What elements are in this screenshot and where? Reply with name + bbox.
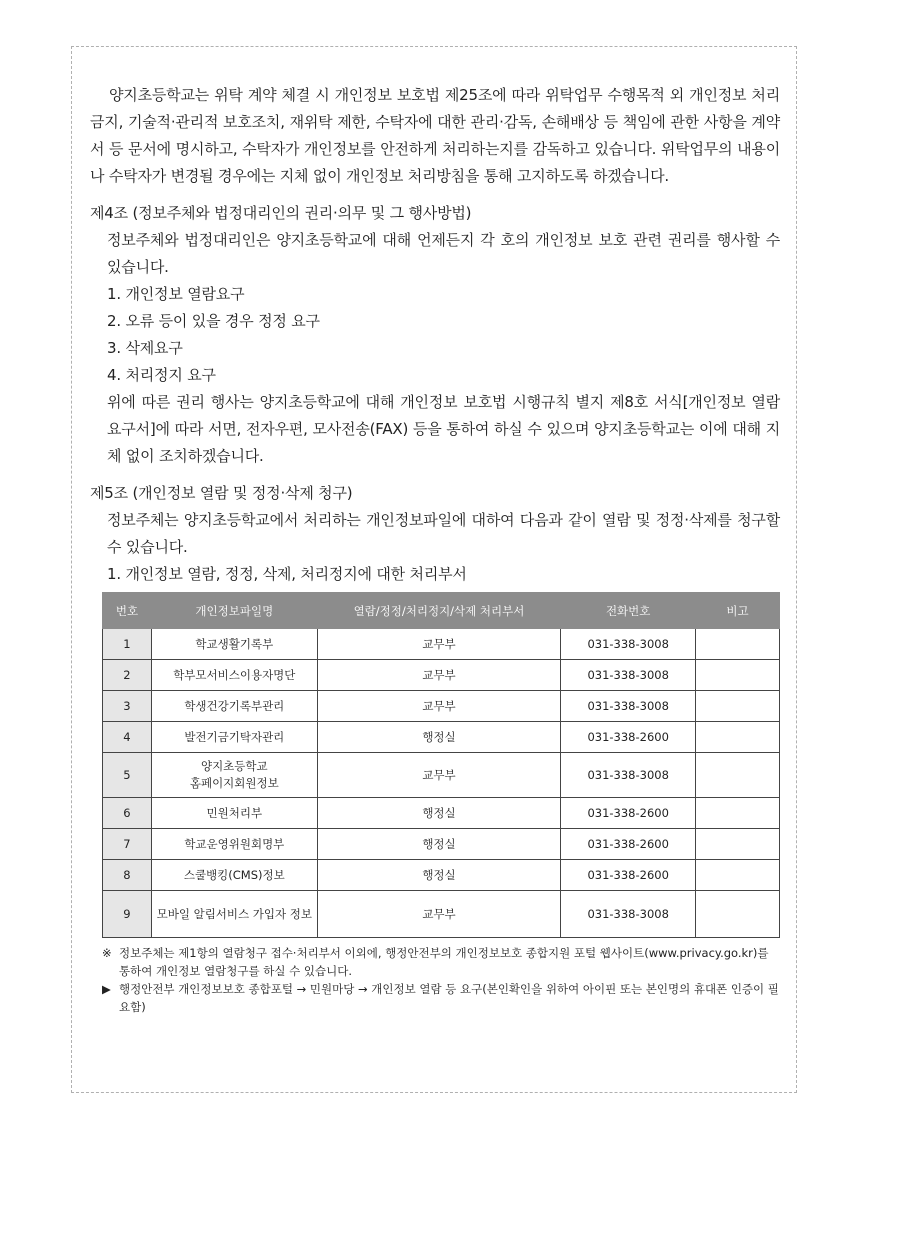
table-row bbox=[103, 829, 780, 860]
header-number: 번호 bbox=[103, 593, 152, 629]
article-4 bbox=[90, 200, 780, 470]
intro-paragraph: 양지초등학교는 위탁 계약 체결 시 개인정보 보호법 제25조에 따라 위탁업무 수행목적 외 개인정보 처리금지, 기술적·관리적 보호조치, 재위탁 제한, 수탁자에 대한 관리·감독, 손해배상 등 책임에 관한 사항을 계약서 등 문서에 명시하고, 수탁자가 개인정보를 안전하게 처리하는지를 감독하고 있습니다. 위탁업무의 내용이나 수탁자가 변경될 경우에는 지체 없이 개인정보 처리방침을 통해 고지하도록 하겠습니다. bbox=[90, 86, 780, 185]
cell-remarks bbox=[696, 798, 780, 829]
article-4-closing: 위에 따른 권리 행사는 양지초등학교에 대해 개인정보 보호법 시행규칙 별지 제8호 서식[개인정보 열람 요구서]에 따라 서면, 전자우편, 모사전송(FAX) 등을 통하여 하실 수 있으며 양지초등학교는 이에 대해 지체 없이 조치하겠습니다. bbox=[107, 393, 780, 465]
cell-remarks bbox=[696, 753, 780, 798]
notes bbox=[90, 944, 780, 1016]
cell-phone: 031-338-3008 bbox=[561, 891, 696, 938]
cell-department: 교무부 bbox=[317, 629, 561, 660]
cell-file-name: 학교운영위원회명부 bbox=[151, 829, 317, 860]
note-text: 행정안전부 개인정보보호 종합포털 → 민원마당 → 개인정보 열람 등 요구(본인확인을 위하여 아이핀 또는 본인명의 휴대폰 인증이 필요함) bbox=[119, 982, 779, 1014]
department-table bbox=[102, 592, 780, 938]
table-body bbox=[103, 629, 780, 938]
cell-phone: 031-338-3008 bbox=[561, 660, 696, 691]
cell-number: 7 bbox=[103, 829, 152, 860]
note-privacy-portal bbox=[102, 944, 780, 980]
cell-number: 5 bbox=[103, 753, 152, 798]
cell-file-name: 모바일 알림서비스 가입자 정보 bbox=[151, 891, 317, 938]
cell-number: 4 bbox=[103, 722, 152, 753]
cell-phone: 031-338-2600 bbox=[561, 798, 696, 829]
article-4-title: 제4조 (정보주체와 법정대리인의 권리·의무 및 그 행사방법) bbox=[90, 204, 472, 222]
article-5-title: 제5조 (개인정보 열람 및 정정·삭제 청구) bbox=[90, 484, 353, 502]
cell-number: 2 bbox=[103, 660, 152, 691]
article-5-body: 정보주체는 양지초등학교에서 처리하는 개인정보파일에 대하여 다음과 같이 열람 및 정정·삭제를 청구할 수 있습니다. bbox=[107, 511, 780, 556]
cell-department: 교무부 bbox=[317, 691, 561, 722]
cell-department: 교무부 bbox=[317, 753, 561, 798]
cell-number: 6 bbox=[103, 798, 152, 829]
cell-number: 3 bbox=[103, 691, 152, 722]
cell-phone: 031-338-3008 bbox=[561, 691, 696, 722]
header-file-name: 개인정보파일명 bbox=[151, 593, 317, 629]
triangle-bullet-icon: ▶ bbox=[102, 982, 111, 996]
cell-remarks bbox=[696, 629, 780, 660]
reference-mark-icon: ※ bbox=[102, 946, 112, 960]
table-row bbox=[103, 798, 780, 829]
cell-phone: 031-338-3008 bbox=[561, 629, 696, 660]
header-remarks: 비고 bbox=[696, 593, 780, 629]
article-4-body: 정보주체와 법정대리인은 양지초등학교에 대해 언제든지 각 호의 개인정보 보호 관련 권리를 행사할 수 있습니다. bbox=[107, 231, 780, 276]
cell-department: 행정실 bbox=[317, 798, 561, 829]
table-row bbox=[103, 629, 780, 660]
note-text: 정보주체는 제1항의 열람청구 접수·처리부서 이외에, 행정안전부의 개인정보보호 종합지원 포털 웹사이트(www.privacy.go.kr)를 통하여 개인정보 열람청구를 하실 수 있습니다. bbox=[119, 946, 769, 978]
cell-department: 교무부 bbox=[317, 891, 561, 938]
header-department: 열람/정정/처리정지/삭제 처리부서 bbox=[317, 593, 561, 629]
cell-remarks bbox=[696, 660, 780, 691]
cell-department: 행정실 bbox=[317, 722, 561, 753]
cell-phone: 031-338-2600 bbox=[561, 829, 696, 860]
cell-file-name: 발전기금기탁자관리 bbox=[151, 722, 317, 753]
cell-file-name: 양지초등학교 홈페이지회원정보 bbox=[151, 753, 317, 798]
article-4-item: 2. 오류 등이 있을 경우 정정 요구 bbox=[107, 312, 320, 330]
table-row bbox=[103, 691, 780, 722]
cell-remarks bbox=[696, 891, 780, 938]
cell-remarks bbox=[696, 829, 780, 860]
header-phone: 전화번호 bbox=[561, 593, 696, 629]
table-row bbox=[103, 860, 780, 891]
cell-file-name: 학생건강기록부관리 bbox=[151, 691, 317, 722]
table-row bbox=[103, 722, 780, 753]
cell-file-name: 민원처리부 bbox=[151, 798, 317, 829]
document-body bbox=[90, 82, 780, 1016]
cell-file-name: 학교생활기록부 bbox=[151, 629, 317, 660]
cell-department: 행정실 bbox=[317, 829, 561, 860]
table-row bbox=[103, 753, 780, 798]
cell-file-name: 학부모서비스이용자명단 bbox=[151, 660, 317, 691]
cell-remarks bbox=[696, 722, 780, 753]
article-5-item-1: 1. 개인정보 열람, 정정, 삭제, 처리정지에 대한 처리부서 bbox=[107, 565, 467, 583]
cell-number: 9 bbox=[103, 891, 152, 938]
cell-remarks bbox=[696, 860, 780, 891]
article-4-item: 1. 개인정보 열람요구 bbox=[107, 285, 245, 303]
article-5 bbox=[90, 480, 780, 588]
table-row bbox=[103, 660, 780, 691]
cell-remarks bbox=[696, 691, 780, 722]
table-header-row bbox=[103, 593, 780, 629]
table-row bbox=[103, 891, 780, 938]
cell-number: 8 bbox=[103, 860, 152, 891]
article-4-item: 4. 처리정지 요구 bbox=[107, 366, 216, 384]
cell-phone: 031-338-3008 bbox=[561, 753, 696, 798]
cell-department: 행정실 bbox=[317, 860, 561, 891]
cell-phone: 031-338-2600 bbox=[561, 860, 696, 891]
article-4-item: 3. 삭제요구 bbox=[107, 339, 183, 357]
cell-file-name: 스쿨뱅킹(CMS)정보 bbox=[151, 860, 317, 891]
cell-phone: 031-338-2600 bbox=[561, 722, 696, 753]
note-portal-path bbox=[102, 980, 780, 1016]
cell-department: 교무부 bbox=[317, 660, 561, 691]
cell-number: 1 bbox=[103, 629, 152, 660]
